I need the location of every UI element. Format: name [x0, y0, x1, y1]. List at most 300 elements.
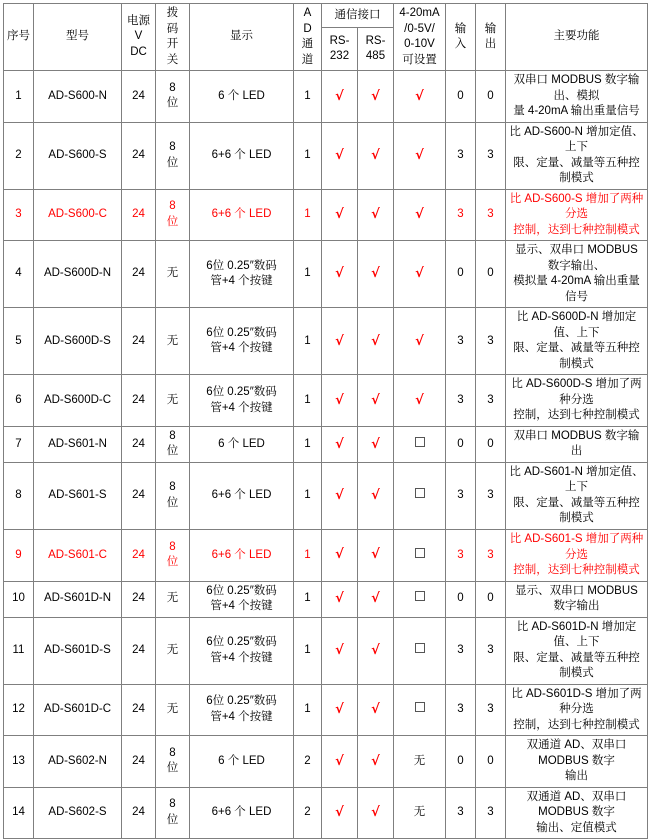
table-body	[4, 71, 648, 839]
rs485-check-icon: √	[371, 591, 380, 607]
rs232-check-icon: √	[335, 753, 344, 769]
cell-rs232	[322, 308, 358, 375]
cell-power: 24	[122, 241, 156, 308]
cell-power: 24	[122, 617, 156, 684]
rs232-check-icon: √	[335, 88, 344, 104]
cell-rs485	[358, 375, 394, 427]
cell-output: 3	[476, 787, 506, 839]
cell-display	[190, 71, 294, 123]
cell-model: AD-S602-N	[34, 736, 122, 788]
table-row	[4, 787, 648, 839]
cell-display	[190, 122, 294, 189]
header-input-line1: 输	[454, 22, 467, 35]
cell-power: 24	[122, 787, 156, 839]
analog-checkbox-icon	[415, 548, 425, 558]
cell-ad-channel: 1	[294, 189, 322, 241]
cell-function-line1: 比 AD-S600-S 增加了两种分选	[509, 192, 644, 221]
cell-display	[190, 529, 294, 581]
header-output	[476, 4, 506, 71]
cell-rs485	[358, 189, 394, 241]
cell-no: 4	[4, 241, 34, 308]
analog-check-icon: √	[415, 147, 424, 163]
header-no: 序号	[4, 4, 34, 71]
cell-dip-switch	[156, 308, 190, 375]
cell-model: AD-S600D-C	[34, 375, 122, 427]
header-power	[122, 4, 156, 71]
table-row	[4, 736, 648, 788]
cell-dip-line1: 8	[169, 200, 176, 213]
cell-dip-switch	[156, 241, 190, 308]
cell-input: 3	[446, 617, 476, 684]
rs485-check-icon: √	[371, 392, 380, 408]
analog-check-icon: √	[415, 266, 424, 282]
cell-function-line1: 双通道 AD、双串口 MODBUS 数字	[526, 739, 627, 767]
cell-input: 0	[446, 71, 476, 123]
cell-no: 13	[4, 736, 34, 788]
cell-function-line2: 控制，达到七种控制模式	[513, 564, 640, 577]
cell-dip-line1: 无	[166, 643, 179, 656]
cell-display-line2: 管+4 个按键	[210, 342, 273, 355]
cell-no: 2	[4, 122, 34, 189]
cell-rs232	[322, 529, 358, 581]
cell-output: 3	[476, 684, 506, 736]
cell-rs485	[358, 71, 394, 123]
cell-power: 24	[122, 71, 156, 123]
cell-output: 0	[476, 736, 506, 788]
cell-display	[190, 462, 294, 529]
header-row	[4, 4, 648, 28]
cell-function-line2: 控制，达到七种控制模式	[513, 223, 640, 236]
cell-function-line1: 比 AD-S601-N 增加定值、上下	[509, 465, 644, 494]
cell-function-line1: 显示、双串口 MODBUS 数字输出、	[515, 244, 638, 272]
header-ad-line3: 通	[301, 38, 314, 51]
cell-ad-channel: 1	[294, 684, 322, 736]
header-dip-line2: 码	[166, 22, 179, 35]
cell-function-line1: 比 AD-S600D-S 增加了两种分选	[511, 378, 642, 406]
cell-rs485	[358, 122, 394, 189]
rs232-check-icon: √	[335, 333, 344, 349]
cell-model: AD-S601-C	[34, 529, 122, 581]
table-row	[4, 122, 648, 189]
cell-power: 24	[122, 529, 156, 581]
cell-dip-switch	[156, 189, 190, 241]
table-row	[4, 241, 648, 308]
cell-rs232	[322, 426, 358, 462]
cell-no: 1	[4, 71, 34, 123]
header-dip-switch	[156, 4, 190, 71]
analog-checkbox-icon	[415, 643, 425, 653]
cell-input: 3	[446, 787, 476, 839]
cell-ad-channel: 1	[294, 375, 322, 427]
cell-main-function	[506, 122, 648, 189]
cell-dip-line1: 8	[169, 141, 176, 154]
cell-dip-switch	[156, 462, 190, 529]
cell-display	[190, 581, 294, 617]
cell-main-function	[506, 684, 648, 736]
header-ad-line2: D	[303, 22, 312, 35]
cell-display	[190, 308, 294, 375]
cell-power: 24	[122, 308, 156, 375]
cell-input: 3	[446, 375, 476, 427]
cell-ad-channel: 1	[294, 308, 322, 375]
cell-display-line1: 6 个 LED	[218, 437, 265, 450]
cell-model: AD-S601-N	[34, 426, 122, 462]
cell-function-line1: 比 AD-S601D-N 增加定值、上下	[516, 620, 637, 649]
cell-no: 7	[4, 426, 34, 462]
header-output-line2: 出	[484, 38, 497, 51]
cell-function-line2: 模拟量 4-20mA 输出重量信号	[513, 275, 640, 303]
cell-display	[190, 787, 294, 839]
table-row	[4, 189, 648, 241]
cell-dip-line2: 位	[166, 156, 179, 169]
cell-function-line2: 输出	[565, 770, 588, 783]
rs485-check-icon: √	[371, 147, 380, 163]
cell-display-line1: 6位 0.25″数码	[206, 259, 277, 272]
cell-model: AD-S600-N	[34, 71, 122, 123]
analog-checkbox-icon	[415, 437, 425, 447]
cell-no: 14	[4, 787, 34, 839]
rs232-check-icon: √	[335, 702, 344, 718]
cell-function-line2: 限、定量、减量等五种控制模式	[513, 342, 640, 370]
rs485-check-icon: √	[371, 642, 380, 658]
cell-display-line1: 6+6 个 LED	[211, 489, 272, 502]
cell-rs232	[322, 189, 358, 241]
cell-rs232	[322, 736, 358, 788]
cell-display-line1: 6+6 个 LED	[211, 548, 272, 561]
cell-display-line1: 6+6 个 LED	[211, 148, 272, 161]
rs485-check-icon: √	[371, 753, 380, 769]
cell-dip-switch	[156, 529, 190, 581]
cell-function-line1: 双串口 MODBUS 数字输出、模拟	[513, 74, 640, 102]
analog-check-icon: √	[415, 207, 424, 223]
cell-input: 3	[446, 122, 476, 189]
cell-no: 12	[4, 684, 34, 736]
header-ad-channel	[294, 4, 322, 71]
cell-function-line2: 控制，达到七种控制模式	[513, 718, 640, 731]
cell-main-function	[506, 787, 648, 839]
cell-dip-line1: 无	[166, 334, 179, 347]
cell-dip-line2: 位	[166, 813, 179, 826]
cell-ad-channel: 1	[294, 581, 322, 617]
cell-dip-line2: 位	[166, 97, 179, 110]
cell-rs232	[322, 462, 358, 529]
analog-checkbox-icon	[415, 702, 425, 712]
cell-main-function	[506, 736, 648, 788]
cell-model: AD-S600-C	[34, 189, 122, 241]
cell-power: 24	[122, 736, 156, 788]
cell-output: 3	[476, 529, 506, 581]
cell-analog	[394, 529, 446, 581]
table-row	[4, 71, 648, 123]
cell-no: 8	[4, 462, 34, 529]
cell-rs232	[322, 122, 358, 189]
cell-power: 24	[122, 375, 156, 427]
cell-ad-channel: 1	[294, 71, 322, 123]
header-power-line2: V	[134, 30, 143, 43]
rs485-check-icon: √	[371, 702, 380, 718]
header-model: 型号	[34, 4, 122, 71]
cell-rs485	[358, 617, 394, 684]
rs232-check-icon: √	[335, 266, 344, 282]
cell-analog	[394, 617, 446, 684]
header-rs232-line1: RS-	[329, 34, 350, 47]
cell-function-line1: 显示、双串口 MODBUS 数字输出	[515, 584, 638, 613]
analog-none-label: 无	[413, 806, 426, 819]
cell-ad-channel: 2	[294, 736, 322, 788]
cell-no: 10	[4, 581, 34, 617]
cell-power: 24	[122, 189, 156, 241]
cell-dip-line1: 无	[166, 393, 179, 406]
cell-dip-line1: 8	[169, 429, 176, 442]
cell-analog	[394, 375, 446, 427]
cell-input: 0	[446, 241, 476, 308]
cell-dip-line2: 位	[166, 445, 179, 458]
cell-analog	[394, 684, 446, 736]
rs232-check-icon: √	[335, 147, 344, 163]
header-analog-line3: 0-10V	[404, 38, 435, 51]
cell-dip-switch	[156, 617, 190, 684]
cell-dip-switch	[156, 426, 190, 462]
cell-analog	[394, 581, 446, 617]
cell-dip-switch	[156, 71, 190, 123]
cell-rs485	[358, 684, 394, 736]
cell-function-line2: 量 4-20mA 输出重量信号	[513, 105, 640, 118]
cell-dip-line1: 无	[166, 267, 179, 280]
header-input	[446, 4, 476, 71]
cell-output: 3	[476, 375, 506, 427]
header-output-line1: 输	[484, 22, 497, 35]
header-analog-line2: /0-5V/	[404, 22, 435, 35]
header-analog-line4: 可设置	[402, 53, 437, 66]
cell-function-line2: 限、定量、减量等五种控制模式	[513, 651, 640, 680]
rs232-check-icon: √	[335, 488, 344, 504]
cell-display-line1: 6位 0.25″数码	[206, 695, 277, 708]
cell-function-line2: 控制，达到七种控制模式	[513, 409, 640, 422]
rs232-check-icon: √	[335, 392, 344, 408]
cell-display	[190, 736, 294, 788]
cell-input: 0	[446, 581, 476, 617]
cell-dip-line1: 无	[166, 592, 179, 605]
cell-display-line2: 管+4 个按键	[210, 401, 273, 414]
cell-analog	[394, 71, 446, 123]
cell-model: AD-S601D-C	[34, 684, 122, 736]
cell-analog	[394, 308, 446, 375]
cell-analog	[394, 736, 446, 788]
cell-model: AD-S601D-S	[34, 617, 122, 684]
rs232-check-icon: √	[335, 207, 344, 223]
analog-checkbox-icon	[415, 488, 425, 498]
cell-output: 0	[476, 241, 506, 308]
header-dip-line4: 关	[166, 53, 179, 66]
cell-rs232	[322, 684, 358, 736]
table-row	[4, 529, 648, 581]
header-display: 显示	[190, 4, 294, 71]
cell-display-line1: 6位 0.25″数码	[206, 326, 277, 339]
cell-input: 3	[446, 308, 476, 375]
cell-ad-channel: 2	[294, 787, 322, 839]
cell-dip-switch	[156, 787, 190, 839]
table-header	[4, 4, 648, 71]
cell-main-function	[506, 375, 648, 427]
cell-output: 0	[476, 581, 506, 617]
cell-function-line1: 比 AD-S601D-S 增加了两种分选	[511, 687, 642, 716]
rs485-check-icon: √	[371, 207, 380, 223]
cell-function-line1: 比 AD-S600-N 增加定值、上下	[509, 125, 644, 154]
cell-ad-channel: 1	[294, 529, 322, 581]
cell-dip-line1: 8	[169, 540, 176, 553]
cell-display-line1: 6+6 个 LED	[211, 806, 272, 819]
header-comm-interface: 通信接口	[322, 4, 394, 28]
cell-output: 0	[476, 71, 506, 123]
cell-rs485	[358, 241, 394, 308]
table-row	[4, 426, 648, 462]
cell-main-function	[506, 581, 648, 617]
cell-display-line1: 6+6 个 LED	[211, 208, 272, 221]
header-analog-line1: 4-20mA	[399, 7, 440, 19]
cell-no: 9	[4, 529, 34, 581]
rs485-check-icon: √	[371, 266, 380, 282]
header-rs485	[358, 28, 394, 71]
header-analog-output	[394, 4, 446, 71]
cell-function-line1: 比 AD-S601-S 增加了两种分选	[509, 532, 644, 561]
cell-function-line2: 输出、定值模式	[536, 821, 617, 834]
cell-rs485	[358, 529, 394, 581]
table-row	[4, 684, 648, 736]
cell-main-function	[506, 426, 648, 462]
header-input-line2: 入	[454, 38, 467, 51]
rs232-check-icon: √	[335, 436, 344, 452]
cell-power: 24	[122, 684, 156, 736]
cell-display	[190, 617, 294, 684]
cell-dip-line1: 无	[166, 703, 179, 716]
cell-rs485	[358, 308, 394, 375]
cell-dip-line2: 位	[166, 556, 179, 569]
rs232-check-icon: √	[335, 642, 344, 658]
cell-display	[190, 684, 294, 736]
cell-no: 11	[4, 617, 34, 684]
analog-none-label: 无	[413, 754, 426, 767]
cell-rs485	[358, 581, 394, 617]
cell-input: 3	[446, 684, 476, 736]
cell-main-function	[506, 462, 648, 529]
cell-input: 0	[446, 736, 476, 788]
header-ad-line1: A	[303, 7, 312, 19]
cell-display-line1: 6位 0.25″数码	[206, 584, 277, 597]
cell-rs232	[322, 375, 358, 427]
product-spec-table	[3, 3, 648, 839]
cell-model: AD-S601D-N	[34, 581, 122, 617]
cell-ad-channel: 1	[294, 241, 322, 308]
cell-power: 24	[122, 426, 156, 462]
header-rs232-line2: 232	[329, 50, 350, 63]
header-dip-line3: 开	[166, 38, 179, 51]
cell-display	[190, 189, 294, 241]
cell-rs232	[322, 617, 358, 684]
cell-input: 3	[446, 189, 476, 241]
cell-analog	[394, 462, 446, 529]
cell-function-line1: 双通道 AD、双串口 MODBUS 数字	[526, 790, 627, 819]
rs485-check-icon: √	[371, 805, 380, 821]
header-power-line1: 电源	[127, 14, 150, 27]
cell-analog	[394, 189, 446, 241]
cell-analog	[394, 426, 446, 462]
cell-rs485	[358, 426, 394, 462]
cell-display-line2: 管+4 个按键	[210, 275, 273, 288]
cell-model: AD-S602-S	[34, 787, 122, 839]
table-row	[4, 375, 648, 427]
table-row	[4, 617, 648, 684]
analog-check-icon: √	[415, 333, 424, 349]
cell-display	[190, 375, 294, 427]
cell-dip-switch	[156, 736, 190, 788]
cell-input: 0	[446, 426, 476, 462]
cell-display-line1: 6位 0.25″数码	[206, 386, 277, 399]
header-main-function: 主要功能	[506, 4, 648, 71]
cell-no: 5	[4, 308, 34, 375]
cell-display-line1: 6 个 LED	[218, 754, 265, 767]
cell-power: 24	[122, 581, 156, 617]
cell-output: 3	[476, 122, 506, 189]
cell-output: 3	[476, 189, 506, 241]
cell-no: 3	[4, 189, 34, 241]
cell-dip-line1: 8	[169, 746, 176, 759]
cell-rs232	[322, 241, 358, 308]
cell-no: 6	[4, 375, 34, 427]
cell-display	[190, 426, 294, 462]
cell-rs232	[322, 71, 358, 123]
cell-analog	[394, 787, 446, 839]
cell-power: 24	[122, 122, 156, 189]
table-row	[4, 462, 648, 529]
rs485-check-icon: √	[371, 547, 380, 563]
cell-rs232	[322, 787, 358, 839]
cell-rs485	[358, 736, 394, 788]
cell-output: 3	[476, 462, 506, 529]
rs485-check-icon: √	[371, 333, 380, 349]
rs232-check-icon: √	[335, 591, 344, 607]
header-dip-line1: 拨	[166, 7, 179, 19]
cell-function-line1: 双串口 MODBUS 数字输出	[513, 429, 640, 458]
cell-main-function	[506, 308, 648, 375]
header-ad-line4: 道	[301, 53, 314, 66]
cell-model: AD-S600D-N	[34, 241, 122, 308]
cell-ad-channel: 1	[294, 462, 322, 529]
header-rs485-line2: 485	[365, 50, 386, 63]
cell-dip-line1: 8	[169, 481, 176, 494]
rs232-check-icon: √	[335, 805, 344, 821]
cell-input: 3	[446, 462, 476, 529]
rs485-check-icon: √	[371, 436, 380, 452]
cell-function-line2: 限、定量、减量等五种控制模式	[513, 156, 640, 185]
cell-rs485	[358, 462, 394, 529]
cell-dip-switch	[156, 684, 190, 736]
cell-function-line1: 比 AD-S600D-N 增加定值、上下	[516, 311, 637, 339]
cell-dip-line1: 8	[169, 81, 176, 94]
cell-display-line2: 管+4 个按键	[210, 600, 273, 613]
cell-main-function	[506, 241, 648, 308]
cell-display-line1: 6位 0.25″数码	[206, 636, 277, 649]
cell-dip-line2: 位	[166, 762, 179, 775]
table-row	[4, 308, 648, 375]
cell-model: AD-S600D-S	[34, 308, 122, 375]
cell-dip-switch	[156, 122, 190, 189]
cell-output: 3	[476, 617, 506, 684]
header-power-line3: DC	[130, 45, 147, 58]
analog-check-icon: √	[415, 88, 424, 104]
cell-analog	[394, 241, 446, 308]
header-rs232	[322, 28, 358, 71]
cell-display-line2: 管+4 个按键	[210, 710, 273, 723]
